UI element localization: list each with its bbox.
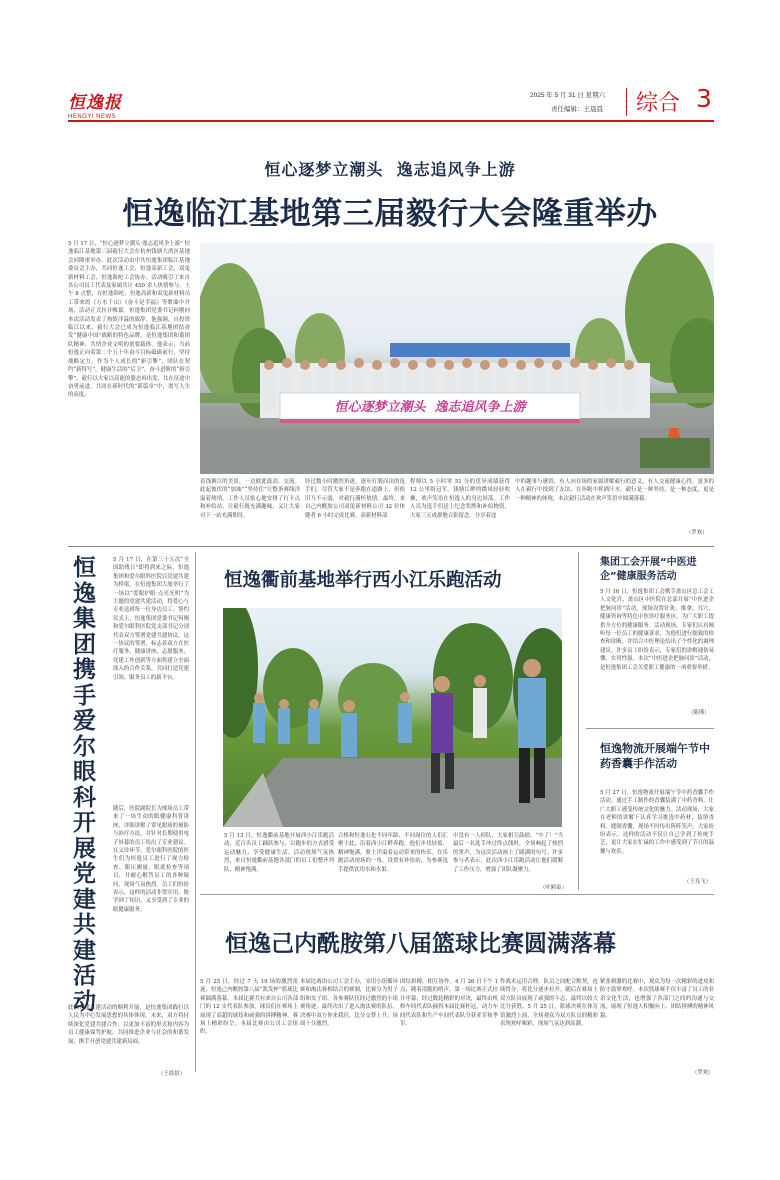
main-photo-scene (200, 243, 714, 474)
left-article-col-b: 随后，医院副院长为现场员工带来了一场生动的眼健康科普讲座，详细讲解了常见眼病的预防与治疗方法，并针对长期使用电子屏幕的员工给出了专业建议。在义诊环节，爱尔眼科医院的医生们为恒逸员工进行了视力检查、眼压测量、眼底检查等项目，并耐心解答员工的各种疑问，现场气氛热烈。员工们纷纷表示，这样的活动非常实用，既学到了知识，又享受到了专业的眼健康服务。 (113, 806, 189, 913)
issue-date: 2025 年 5 月 31 日 星期六 (530, 92, 606, 99)
basketball-col5: 紧张刺激的比赛中，观众为每一次精彩的进攻和防守鼓掌欢呼。本次篮球赛不仅丰富了员工的业余文化生活，也增强了各部门之间的沟通与交流，展现了恒逸人积极向上、团结拼搏的精神风貌。 (600, 979, 714, 1019)
run-article-byline: （叶鸥泰） (540, 885, 567, 891)
run-photo (223, 608, 562, 827)
run-article-text3: 中没有一人掉队，大家相互鼓励、“中了！”当最后一名选手冲过终点线时，全场响起了热烈的掌声，为这次活动画上了圆满的句号。许多参与者表示，此次西小江乐跑活动让他们缓解了工作压力，增强了团队凝聚力。 (453, 833, 563, 873)
main-article-byline: （罗欢） (686, 530, 708, 536)
logo-chinese: 恒逸报 (68, 93, 122, 113)
logo-english: HENGYI NEWS (68, 114, 117, 120)
run-photo-scene (223, 608, 562, 827)
basketball-byline: （罗欢） (692, 1070, 714, 1076)
section-name: 综合 (636, 91, 681, 116)
main-article-col1: 5 月 17 日，“恒心逐梦立潮头·逸志追风争上游” 恒逸临江基地第三届毅行大会在杭州钱塘大湾区基地会同隆重举办。此次活动由中共恒逸集团临江基地委员会主办，共同恒逸工会、恒逸高新工会、双兔新材料工会、恒逸海纶工会协办。活动吸引了来自各公司员工代表及家属共计 450 余人热情参与。上午 8 点整，在恒逸锦纶、恒逸高新和双兔新材料员工带来的《万水千山》《奋斗是幸福》等歌曲中开场，活动正式拉开帷幕。恒逸集团党委书记何刚向本次活动发表了热情洋溢的致辞。他强调，自投资临江以来，毅行大会已成为恒逸临江基地团结奋发“健康中国”战略的特色品牌，是恒逸集团和谐团队精神、共情企业文明的重要载体。他表示，当前恒逸正向着第二个五十年奋斗目标砥砺前行，坚持战略定力，作为个人成长的“新引擎”，团队在契约“新特写”，健康生活的“后卫”，奋斗进阶的“新引擎”。毅行以大家以高能的姿态再出发，共在征途中奋勇前进，共同在新时代的“新篇章”中，谱写人生的高度。 (68, 241, 190, 399)
run-article-headline: 恒逸衢前基地举行西小江乐跑活动 (224, 570, 502, 591)
section-divider (626, 88, 627, 116)
right-rule (586, 728, 714, 729)
right-mid-byline: （王良飞） (684, 879, 711, 885)
basketball-col2: 本届比赛由公司工会主办，采用小组循环赛和淘汰赛相结合的赛制，比赛分为男子组和女子组。各参赛队伍经过激烈的小组赛角逐，最终决出了进入淘汰赛的队伍。决赛中双方你来我往，比分交替上升，场面十分激烈。 (300, 979, 398, 1028)
main-article-col5: 中的趣事与感悟，有人向在场的家属讲解毅行的意义，有人交流健康心得，更多的人在毅行中找到了友谊，在奔跑中挥洒汗水。毅行是一种坚持，是一种态度，更是一种精神的体现，本次毅行活动在欢声笑语中圆满落幕。 (515, 479, 714, 502)
section-rule-2 (200, 894, 714, 895)
basketball-headline: 恒逸己内酰胺第八届篮球比赛圆满落幕 (225, 931, 616, 957)
masthead-logo (68, 88, 122, 120)
section-rule-1 (68, 546, 714, 547)
right-top-text: 5 月 16 日，恒逸集团工会携手萧山区总工会工人文化宫、萧山区中医院在总部开展“中医进企把脉问诊”活动，现场设置针灸、推拿、耳穴、健康咨询等特色中医诊疗服务区，为广大职工提供全方位的健康服务。活动现场，专家们认真倾听每一位员工的健康诉求，为他们进行细致的检查和诊断，并结合中医理论给出了个性化的调理建议。许多员工纷纷表示，专家们的讲解通俗易懂、实用性强。本次“中医进企把脉问诊”活动，是恒逸集团工会关爱职工健康的一项重要举措。 (600, 589, 714, 671)
run-article-text1: 5 月 13 日，恒逸衢前基地开展西小江乐跑活动，近百名员工踊跃参与，以跑步的方式感受运动魅力、享受健康生活。活动现场气氛热烈，来自恒逸衢前基地各部门的员工们整齐列队、精神饱满。 (224, 833, 334, 873)
left-article-col-full: 此次党建共建活动的顺利开展，是恒逸集团践行以人民为中心发展思想的具体体现。未来，双方将持续深化党建共建合作，以更加丰富的形式和内容为员工健康保驾护航，共同推进企业与社会的和谐发展，携手开创党建共建新局面。 (68, 1005, 189, 1045)
left-article-col-a: 5 月 17 日，在第三十五次“全国助残日”即将到来之际，恒逸集团和爱尔眼科医院以党建共建为桥梁，在恒逸集团大厦举行了一场以“爱眼护眼·点亮光明”为主题的党建共建活动，将爱心与专业送到每一位身边员工。签约仪式上，恒逸集团党委书记何刚和爱尔眼科医院党支部书记分别代表双方签署党建共建协议。这一协议的签署，标志着双方在医疗服务、健康讲座、志愿服务、党建工作创新等方面将建立全面深入的合作关系，共同打造党建引领、服务员工的新平台。 (113, 557, 189, 681)
masthead-rule (68, 120, 714, 122)
main-article-col2: 着钱塘江的美景，一边彼此鼓劲、交流。此起彼伏的“加油”“坚持住”让整条赛线洋溢着热情，工作人员贴心地安排了打卡点和补给站，让毅行既充满趣味，又让大家对下一站充满期待。 (200, 479, 300, 519)
basketball-col4: 作战术运用合理，队员之间配合默契，连续得分，将比分逐步拉开。随后在赛场上双方队员展现了顽强的斗志，最终以较大比分获胜。5 月 25 日，篮球决赛在体育馆激烈上演，全场观众为双方队员的精彩表现欢呼喝彩，现场气氛达到高潮。 (500, 979, 598, 1028)
right-mid-headline: 恒逸物流开展端午节中药香囊手作活动 (600, 742, 710, 770)
main-kicker: 恒心逐梦立潮头 逸志追风争上游 (264, 160, 516, 179)
masthead (0, 80, 780, 125)
right-mid-text: 5 月 27 日，恒逸物流开展端午节中药香囊手作活动。通过手工制作的香囊装满了中药香料，让广大职工感受传统文化的魅力。活动现场，大家在老师的讲解下认真学习挑选中药材、装填香料、缝制香囊，现场不时传出阵阵笑声。大家纷纷表示，这样的活动不仅让自己学到了传统手艺，更让大家在忙碌的工作中感受到了节日的温馨与欢乐。 (600, 790, 714, 855)
main-photo-banner-text: 恒心逐梦立潮头 逸志追风争上游 (334, 400, 526, 415)
main-article-col4: 程师以 5 小时零 51 分的优异成绩获得 12 公里组冠军。钱塘江畔的微风轻轻吹拂，欢声笑语在恒逸人的身边回荡。工作人员为选手们送上纪念奖牌和补给物资，大家三五成群地合影留念，分享着途 (410, 479, 510, 519)
left-article-byline: （王晨晨） (158, 1071, 185, 1077)
main-headline: 恒逸临江基地第三届毅行大会隆重举办 (122, 196, 658, 232)
basketball-col3: 团结拼搏，相互协作。4 月 26 日下午 1 点，随着清脆的哨声，第一场比赛正式拉开序幕。经过数轮精彩的对决，最终由机修车间代表队摘得本届比赛桂冠，动力车间代表队和生产车间代表队分获亚军和季军。 (400, 979, 498, 1028)
left-article-headline: 恒逸集团携手爱尔眼科开展党建共建活动 (73, 555, 96, 1015)
basketball-col1: 5 月 25 日，经过 7 天 19 场的激烈角逐，恒逸己内酰胺第八届“凯发杯”篮球比赛圆满落幕。本届比赛共有来自公司各部门的 12 支代表队参加，球员们在赛场上展现了高超的球技和顽强的拼搏精神，赛场上精彩纷呈。本届比赛由公司工会组织。 (200, 979, 298, 1036)
page-number: 3 (696, 84, 712, 113)
run-article-text2: 合格和恒逸石化不同年龄、不同岗位的人们汇聚于此，沿着西小江畔奔跑，他们步伐轻盈、精神饱满，脸上洋溢着运动带来的快乐。在乐跑活动现场的一角，设置有补给站，为参赛选手提供饮用水和水果。 (338, 833, 448, 873)
main-article-col3: 经过数小时激烈角逐，逐步打脱而出的选手们，尽管大家不是奔跑在道路上，但依旧互不示弱，对毅行满怀热情。最终，来自己内酰胺公司双兔新材料公司 32 位体健者 6 小时完成比赛，高新材料部 (305, 479, 405, 519)
main-photo-group (200, 243, 714, 474)
right-top-headline: 集团工会开展“中医进企”健康服务活动 (600, 557, 697, 582)
column-rule-left (195, 552, 196, 1072)
column-rule-right (578, 552, 579, 890)
editor-credit: 责任编辑：王晨晨 (551, 106, 603, 113)
right-top-byline: （陈瑾） (688, 710, 710, 716)
